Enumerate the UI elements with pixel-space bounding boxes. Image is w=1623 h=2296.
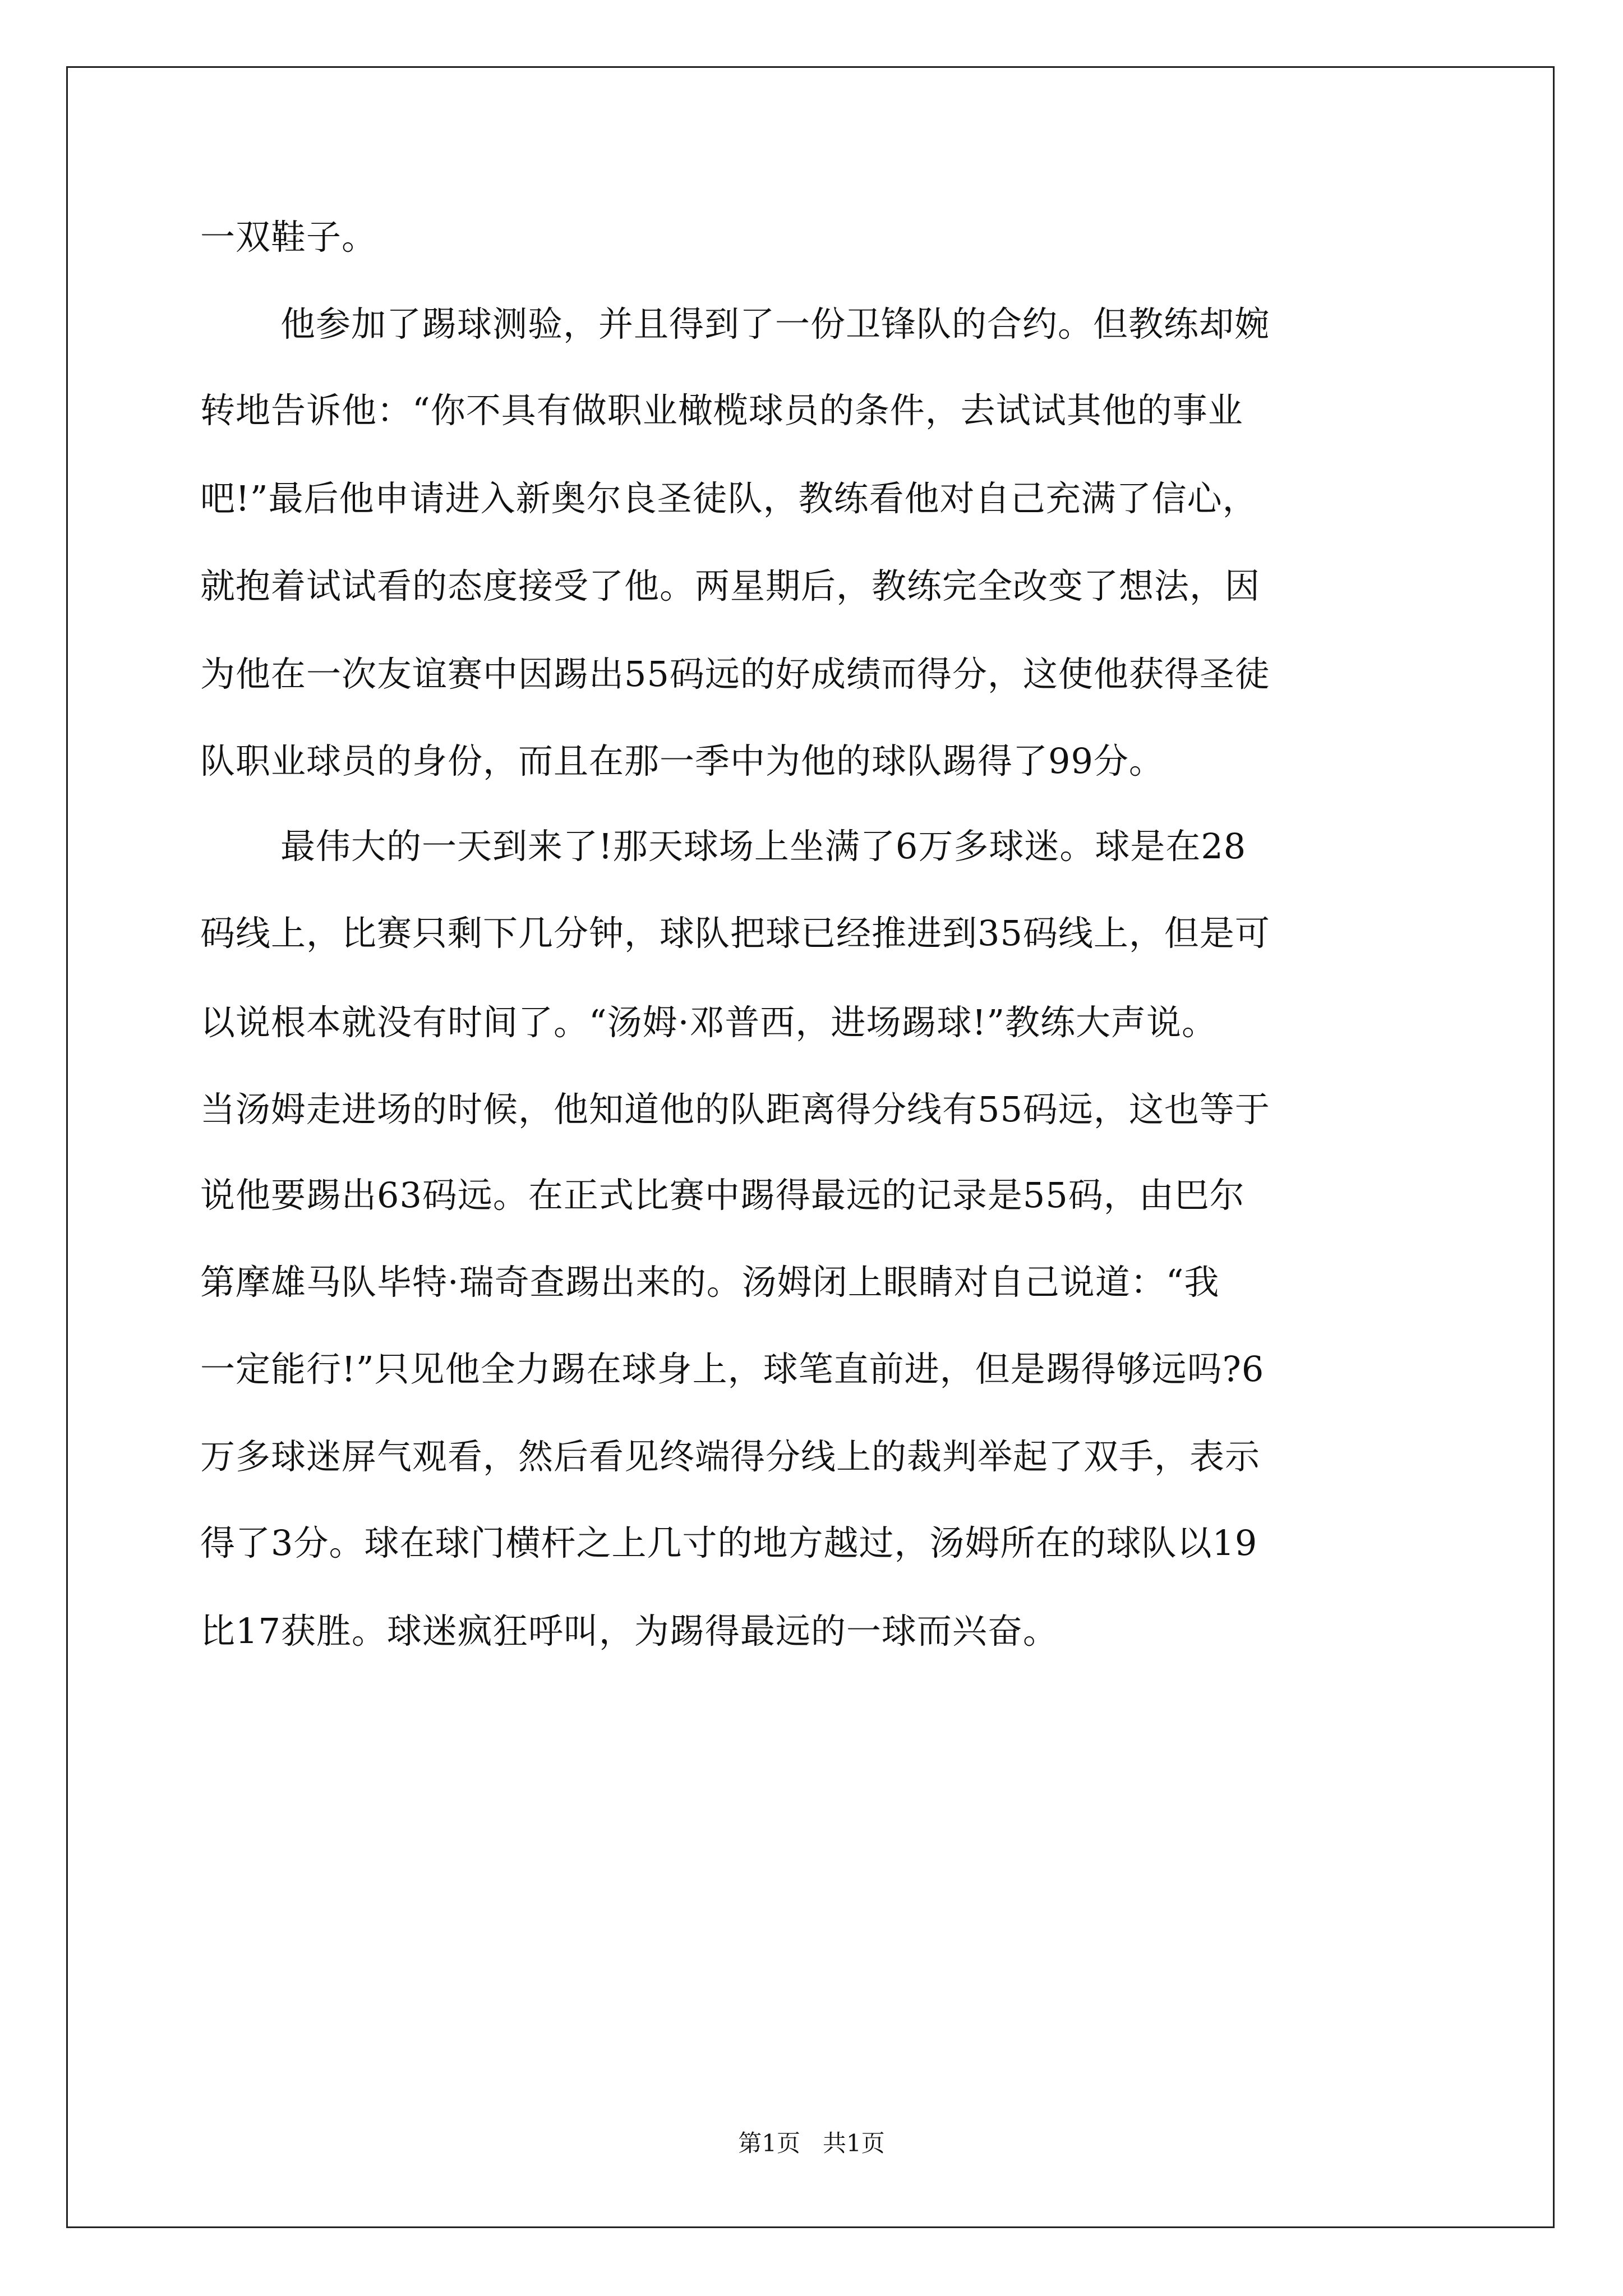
paragraph-first-line: 他参加了踢球测验，并且得到了一份卫锋队的合约。但教练却婉 — [280, 303, 1270, 344]
body-line: 万多球迷屏气观看，然后看见终端得分线上的裁判举起了双手，表示 — [200, 1436, 1261, 1477]
body-line: 说他要踢出63码远。在正式比赛中踢得最远的记录是55码，由巴尔 — [200, 1175, 1245, 1216]
body-line: 一双鞋子。 — [200, 217, 377, 257]
paragraph-first-line: 最伟大的一天到来了!那天球场上坐满了6万多球迷。球是在28 — [280, 826, 1247, 867]
body-line: 就抱着试试看的态度接受了他。两星期后，教练完全改变了想法，因 — [200, 565, 1261, 606]
body-line: 第摩雄马队毕特·瑞奇查踢出来的。汤姆闭上眼睛对自己说道：“我 — [200, 1262, 1220, 1303]
body-line: 队职业球员的身份，而且在那一季中为他的球队踢得了99分。 — [200, 740, 1164, 781]
body-line: 吧!”最后他申请进入新奥尔良圣徒队，教练看他对自己充满了信心， — [200, 478, 1258, 519]
page-footer: 第1页 共1页 — [738, 2129, 885, 2157]
body-line: 转地告诉他：“你不具有做职业橄榄球员的条件，去试试其他的事业 — [200, 390, 1243, 431]
body-line: 得了3分。球在球门横杆之上几寸的地方越过，汤姆所在的球队以19 — [200, 1522, 1258, 1563]
body-line: 当汤姆走进场的时候，他知道他的队距离得分线有55码远，这也等于 — [200, 1089, 1270, 1130]
body-line: 码线上，比赛只剩下几分钟，球队把球已经推进到35码线上，但是可 — [200, 913, 1270, 954]
body-line: 以说根本就没有时间了。“汤姆·邓普西，进场踢球!”教练大声说。 — [200, 1002, 1218, 1043]
body-line: 一定能行!”只见他全力踢在球身上，球笔直前进，但是踢得够远吗?6 — [200, 1349, 1265, 1389]
body-line: 比17获胜。球迷疯狂呼叫，为踢得最远的一球而兴奋。 — [200, 1611, 1058, 1651]
body-line: 为他在一次友谊赛中因踢出55码远的好成绩而得分，这使他获得圣徒 — [200, 654, 1270, 694]
